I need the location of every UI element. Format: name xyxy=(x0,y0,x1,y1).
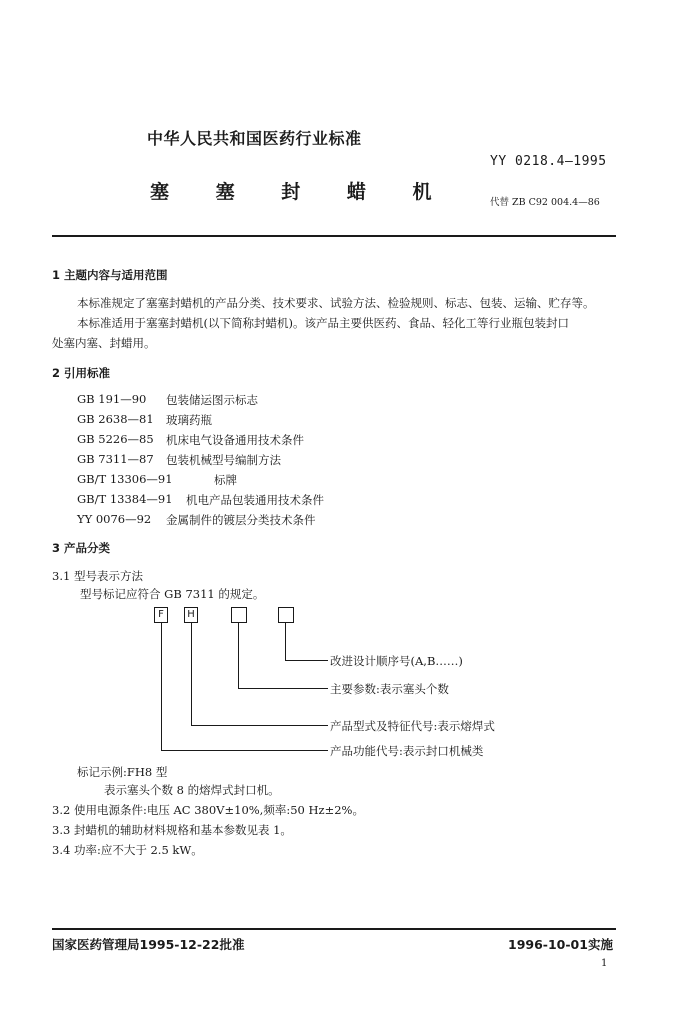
page-number: 1 xyxy=(601,958,608,969)
section-2-heading: 2 引用标准 xyxy=(52,366,111,380)
standard-code: YY 0218.4—1995 xyxy=(490,154,607,169)
code-box-revision xyxy=(278,607,294,623)
connector-line xyxy=(191,725,328,726)
section-3-4: 3.4 功率:应不大于 2.5 kW。 xyxy=(52,843,203,857)
approval-line: 国家医药管理局1995-12-22批准 xyxy=(52,937,245,952)
connector-line xyxy=(161,623,162,750)
ref-title: 包装储运图示标志 xyxy=(166,393,258,407)
section-1-heading: 1 主题内容与适用范围 xyxy=(52,268,168,282)
ref-code: GB 191—90 xyxy=(77,392,147,406)
effective-date: 1996-10-01实施 xyxy=(508,937,613,952)
section-1-para-3: 处塞内塞、封蜡用。 xyxy=(52,336,156,350)
ref-code: GB/T 13306—91 xyxy=(77,472,173,486)
section-3-3: 3.3 封蜡机的辅助材料规格和基本参数见表 1。 xyxy=(52,823,292,837)
code-label-revision: 改进设计顺序号(A,B……) xyxy=(330,654,463,668)
section-3-heading: 3 产品分类 xyxy=(52,541,111,555)
code-box-f: F xyxy=(154,607,168,623)
doc-title: 塞 塞 封 蜡 机 xyxy=(150,181,442,203)
org-title: 中华人民共和国医药行业标准 xyxy=(147,129,362,148)
ref-code: GB 2638—81 xyxy=(77,412,154,426)
ref-title: 机床电气设备通用技术条件 xyxy=(166,433,304,447)
section-3-2: 3.2 使用电源条件:电压 AC 380V±10%,频率:50 Hz±2%。 xyxy=(52,803,364,817)
connector-line xyxy=(238,688,328,689)
ref-code: GB 7311—87 xyxy=(77,452,154,466)
section-3-1-heading: 3.1 型号表示方法 xyxy=(52,569,143,583)
connector-line xyxy=(285,623,286,660)
ref-code: GB/T 13384—91 xyxy=(77,492,173,506)
connector-line xyxy=(285,660,328,661)
marking-example: 标记示例:FH8 型 xyxy=(77,765,168,779)
marking-example-desc: 表示塞头个数 8 的熔焊式封口机。 xyxy=(104,783,280,797)
ref-code: GB 5226—85 xyxy=(77,432,154,446)
footer-rule xyxy=(52,928,616,930)
code-box-h: H xyxy=(184,607,198,623)
code-label-function: 产品功能代号:表示封口机械类 xyxy=(330,744,484,758)
ref-title: 包装机械型号编制方法 xyxy=(166,453,281,467)
code-label-type: 产品型式及特征代号:表示熔焊式 xyxy=(330,719,495,733)
ref-title: 玻璃药瓶 xyxy=(166,413,212,427)
connector-line xyxy=(191,623,192,725)
section-3-1-line: 型号标记应符合 GB 7311 的规定。 xyxy=(80,587,265,601)
connector-line xyxy=(161,750,328,751)
ref-title: 标牌 xyxy=(214,473,237,487)
header-rule xyxy=(52,235,616,237)
code-label-param: 主要参数:表示塞头个数 xyxy=(330,682,449,696)
ref-code: YY 0076—92 xyxy=(77,512,152,526)
section-1-para-1: 本标准规定了塞塞封蜡机的产品分类、技术要求、试验方法、检验规则、标志、包装、运输、贮存等。 xyxy=(77,296,595,310)
connector-line xyxy=(238,623,239,688)
ref-title: 机电产品包装通用技术条件 xyxy=(186,493,324,507)
replaces-note: 代替 ZB C92 004.4—86 xyxy=(490,197,600,208)
code-box-param xyxy=(231,607,247,623)
section-1-para-2: 本标准适用于塞塞封蜡机(以下简称封蜡机)。该产品主要供医药、食品、轻化工等行业瓶包装封口 xyxy=(77,316,569,330)
ref-title: 金属制件的镀层分类技术条件 xyxy=(166,513,316,527)
